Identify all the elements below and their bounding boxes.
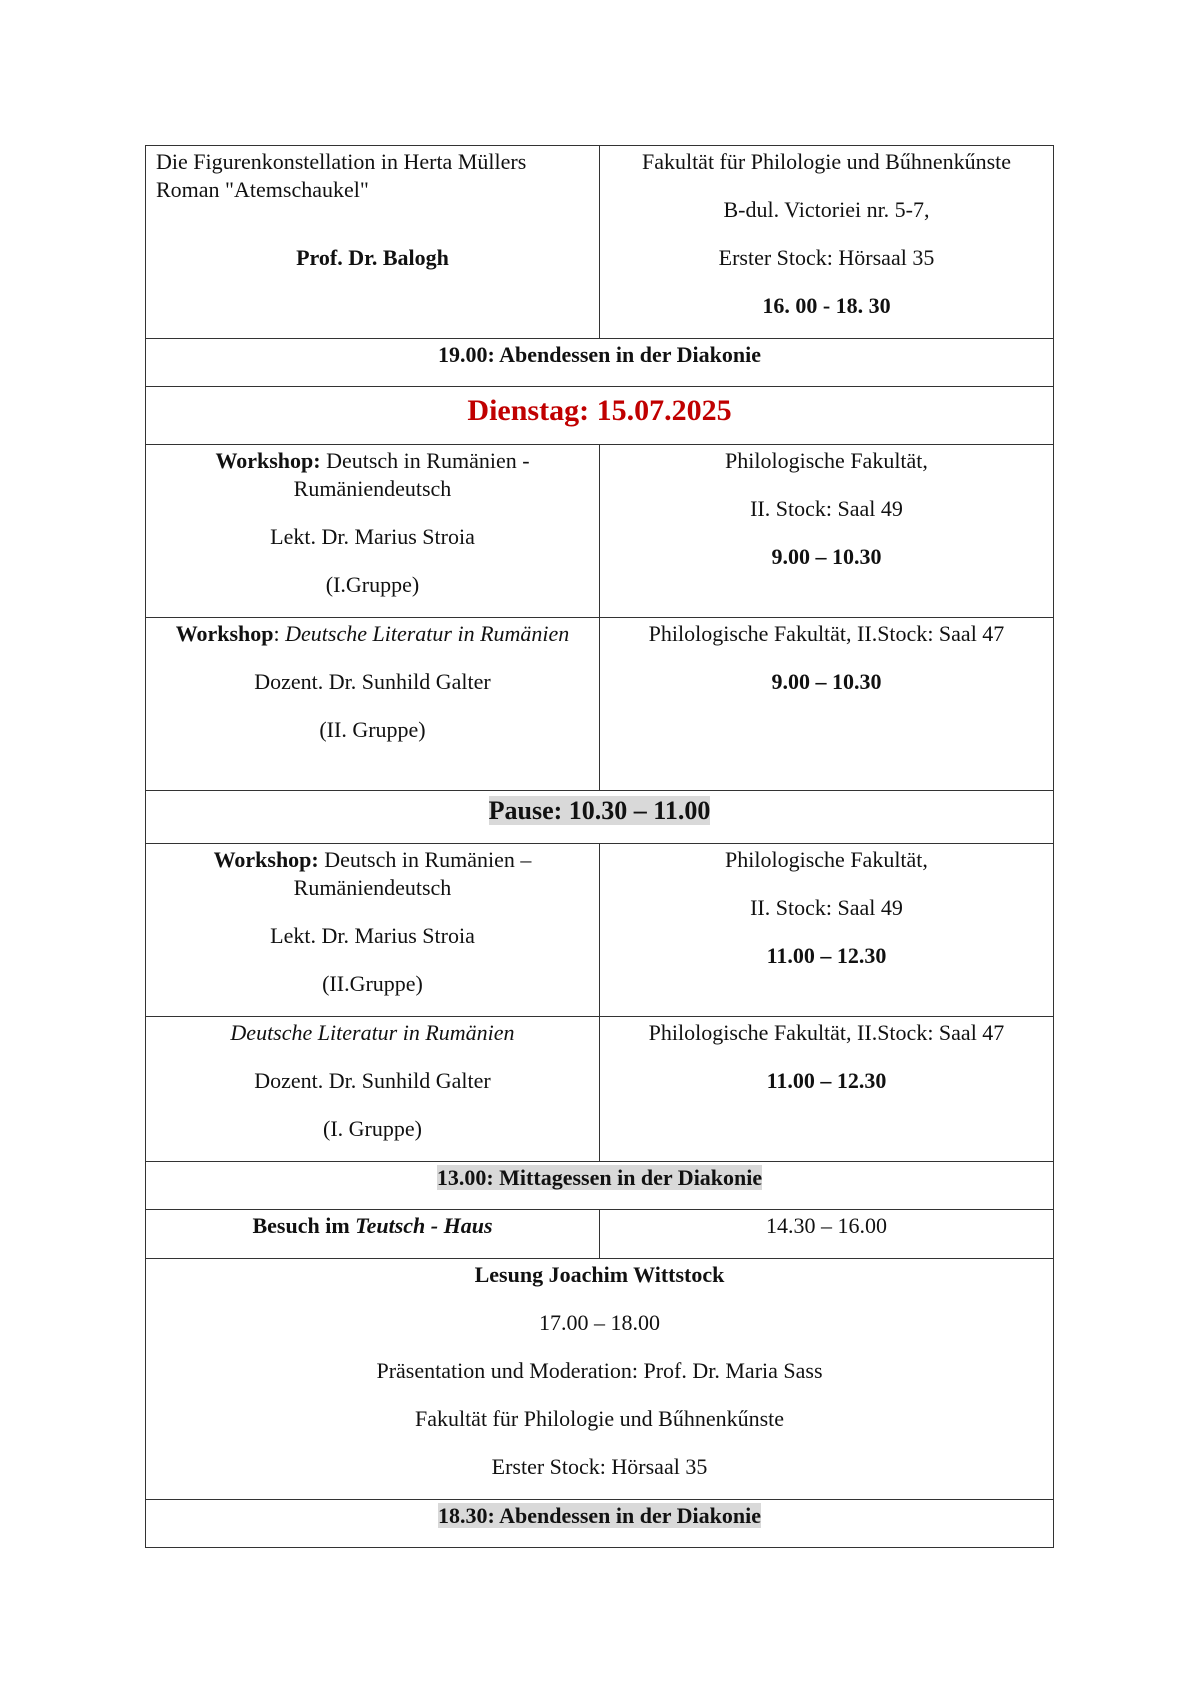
reading-moderation: Präsentation und Moderation: Prof. Dr. Maria Sass bbox=[376, 1358, 823, 1383]
location-line: Fakultät für Philologie und Bűhnenkűnste bbox=[414, 1406, 785, 1431]
dinner-notice: 18.30: Abendessen in der Diakonie bbox=[438, 1503, 761, 1528]
meal-cell bbox=[146, 1500, 1054, 1548]
session-time: 11.00 – 12.30 bbox=[766, 943, 887, 968]
session-time: 16. 00 - 18. 30 bbox=[762, 293, 891, 318]
location-line: Philologische Fakultät, bbox=[725, 847, 928, 872]
table-row bbox=[146, 146, 1054, 339]
pause-cell bbox=[146, 791, 1054, 844]
table-row bbox=[146, 1500, 1054, 1548]
location-cell bbox=[600, 618, 1054, 791]
table-row bbox=[146, 844, 1054, 1017]
location-line: Philologische Fakultät, II.Stock: Saal 47 bbox=[648, 621, 1005, 646]
workshop-topic: Deutsch in Rumänien - Rumäniendeutsch bbox=[293, 448, 530, 501]
visit-label: Besuch im bbox=[252, 1213, 356, 1238]
lunch-notice: 13.00: Mittagessen in der Diakonie bbox=[436, 1165, 763, 1190]
location-line: Fakultät für Philologie und Bűhnenkűnste bbox=[641, 149, 1012, 174]
location-line: Erster Stock: Hörsaal 35 bbox=[718, 245, 935, 270]
table-row bbox=[146, 339, 1054, 387]
location-cell bbox=[600, 146, 1054, 339]
workshop-topic: Deutsch in Rumänien – Rumäniendeutsch bbox=[293, 847, 532, 900]
visit-time: 14.30 – 16.00 bbox=[766, 1213, 887, 1238]
table-row bbox=[146, 791, 1054, 844]
session-cell bbox=[146, 1017, 600, 1162]
group-label: (I.Gruppe) bbox=[325, 572, 420, 597]
location-line: B-dul. Victoriei nr. 5-7, bbox=[723, 197, 930, 222]
session-title: Die Figurenkonstellation in Herta Müllers Roman "Atemschaukel" bbox=[156, 149, 527, 202]
meal-cell bbox=[146, 339, 1054, 387]
table-row bbox=[146, 1259, 1054, 1500]
meal-cell bbox=[146, 1162, 1054, 1210]
session-cell: Workshop: Deutsche Literatur in Rumänien Dozent. Dr. Sunhild Galter (II. Gruppe) bbox=[146, 618, 600, 791]
lecturer-name: Dozent. Dr. Sunhild Galter bbox=[254, 669, 491, 694]
schedule-table bbox=[145, 145, 1054, 1548]
group-label: (II.Gruppe) bbox=[322, 971, 423, 996]
table-row bbox=[146, 445, 1054, 618]
visit-place: Teutsch - Haus bbox=[355, 1213, 493, 1238]
session-cell bbox=[146, 146, 600, 339]
location-cell bbox=[600, 844, 1054, 1017]
speaker-name: Prof. Dr. Balogh bbox=[296, 245, 449, 270]
table-row bbox=[146, 1017, 1054, 1162]
session-time: 11.00 – 12.30 bbox=[766, 1068, 887, 1093]
table-row bbox=[146, 1210, 1054, 1259]
group-label: (I. Gruppe) bbox=[323, 1116, 422, 1141]
lecturer-name: Lekt. Dr. Marius Stroia bbox=[270, 524, 475, 549]
location-line: Philologische Fakultät, bbox=[725, 448, 928, 473]
table-row bbox=[146, 1162, 1054, 1210]
reading-title: Lesung Joachim Wittstock bbox=[474, 1262, 725, 1287]
location-line: Erster Stock: Hörsaal 35 bbox=[491, 1454, 708, 1479]
day-cell bbox=[146, 387, 1054, 445]
pause-notice: Pause: 10.30 – 11.00 bbox=[488, 796, 711, 825]
lecturer-name: Lekt. Dr. Marius Stroia bbox=[270, 923, 475, 948]
session-cell bbox=[146, 445, 600, 618]
location-cell bbox=[600, 445, 1054, 618]
dinner-notice: 19.00: Abendessen in der Diakonie bbox=[438, 342, 761, 367]
session-cell bbox=[146, 844, 600, 1017]
workshop-label: Workshop: bbox=[215, 448, 321, 473]
reading-cell bbox=[146, 1259, 1054, 1500]
workshop-label: Workshop: bbox=[213, 847, 319, 872]
session-time: 9.00 – 10.30 bbox=[771, 669, 882, 694]
reading-time: 17.00 – 18.00 bbox=[539, 1310, 660, 1335]
session-time: 9.00 – 10.30 bbox=[771, 544, 882, 569]
group-label: (II. Gruppe) bbox=[319, 717, 426, 742]
day-heading: Dienstag: 15.07.2025 bbox=[467, 394, 732, 427]
table-row bbox=[146, 618, 1054, 791]
workshop-topic: Deutsche Literatur in Rumänien bbox=[285, 621, 570, 646]
lecturer-name: Dozent. Dr. Sunhild Galter bbox=[254, 1068, 491, 1093]
location-cell bbox=[600, 1017, 1054, 1162]
visit-cell bbox=[146, 1210, 600, 1259]
workshop-topic: Deutsche Literatur in Rumänien bbox=[230, 1020, 515, 1045]
location-line: Philologische Fakultät, II.Stock: Saal 47 bbox=[648, 1020, 1005, 1045]
location-line: II. Stock: Saal 49 bbox=[750, 895, 903, 920]
workshop-label: Workshop bbox=[175, 621, 274, 646]
location-line: II. Stock: Saal 49 bbox=[750, 496, 903, 521]
table-row bbox=[146, 387, 1054, 445]
visit-time-cell bbox=[600, 1210, 1054, 1259]
